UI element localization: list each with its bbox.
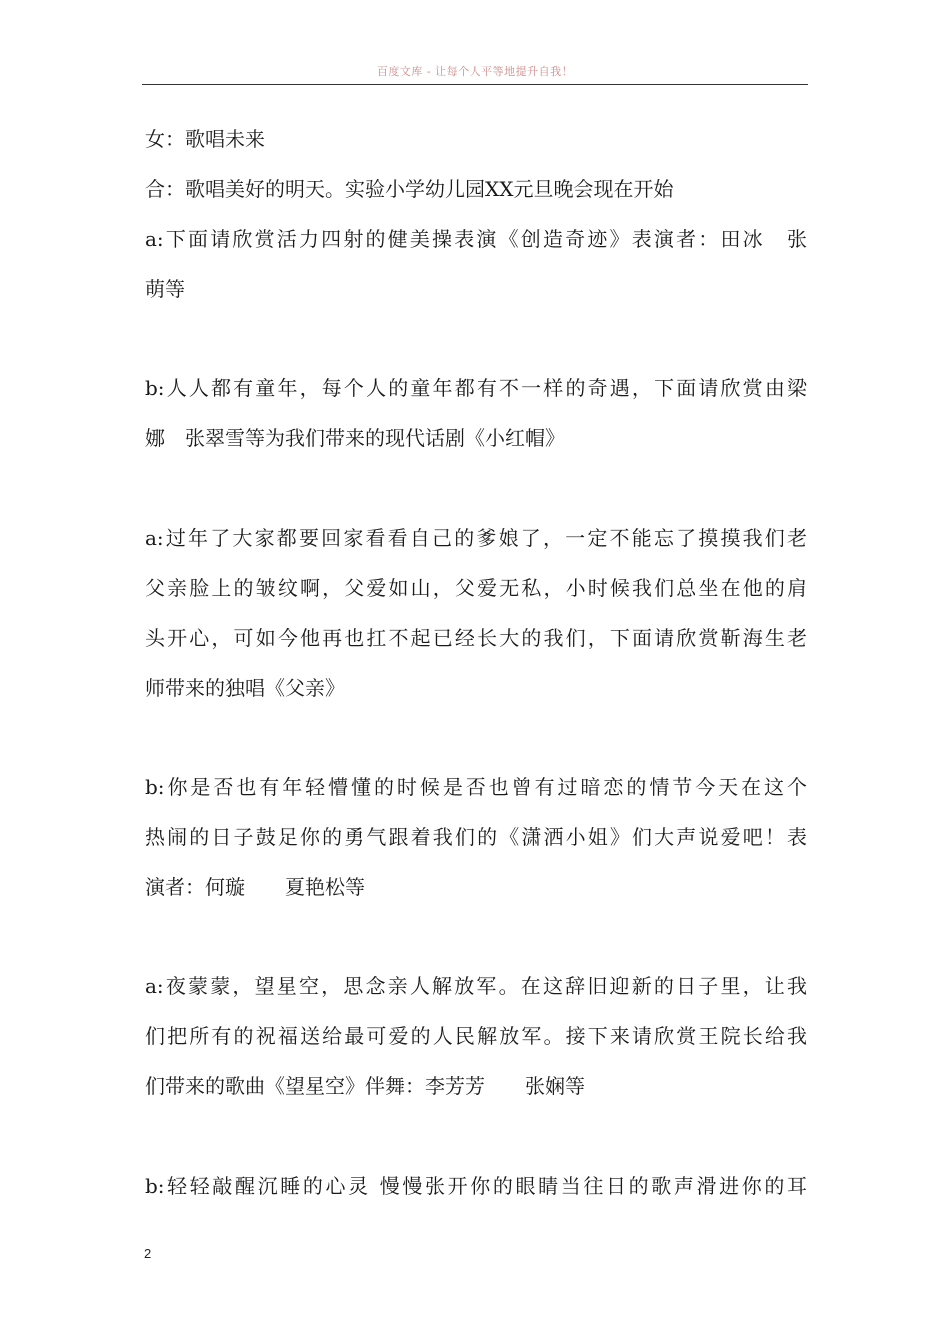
text-line: b:轻轻敲醒沉睡的心灵 慢慢张开你的眼睛当往日的歌声滑进你的耳	[145, 1174, 807, 1198]
page-number: 2	[144, 1246, 152, 1261]
text-line: 合：歌唱美好的明天。实验小学幼儿园XX元旦晚会现在开始	[145, 177, 674, 201]
text-line: 萌等	[145, 277, 185, 301]
text-line: a:过年了大家都要回家看看自己的爹娘了，一定不能忘了摸摸我们老	[145, 526, 807, 550]
page-header: 百度文库 - 让每个人平等地提升自我！	[376, 65, 574, 78]
text-line: 头开心，可如今他再也扛不起已经长大的我们，下面请欣赏靳海生老	[145, 626, 807, 650]
text-line: 演者：何璇 夏艳松等	[145, 875, 365, 899]
text-line: b:你是否也有年轻懵懂的时候是否也曾有过暗恋的情节今天在这个	[145, 775, 807, 799]
text-line: 娜 张翠雪等为我们带来的现代话剧《小红帽》	[145, 426, 565, 450]
header-divider	[142, 84, 808, 85]
text-line: b:人人都有童年，每个人的童年都有不一样的奇遇，下面请欣赏由梁	[145, 376, 807, 400]
text-line: 热闹的日子鼓足你的勇气跟着我们的《潇洒小姐》们大声说爱吧！表	[145, 825, 807, 849]
text-line: 女：歌唱未来	[145, 127, 265, 151]
text-line: a:夜蒙蒙，望星空，思念亲人解放军。在这辞旧迎新的日子里，让我	[145, 974, 807, 998]
text-line: a:下面请欣赏活力四射的健美操表演《创造奇迹》表演者：田冰 张	[145, 227, 807, 251]
text-line: 父亲脸上的皱纹啊，父爱如山，父爱无私，小时候我们总坐在他的肩	[145, 576, 807, 600]
text-line: 们把所有的祝福送给最可爱的人民解放军。接下来请欣赏王院长给我	[145, 1024, 807, 1048]
text-line: 师带来的独唱《父亲》	[145, 676, 345, 700]
text-line: 们带来的歌曲《望星空》伴舞：李芳芳 张娴等	[145, 1074, 585, 1098]
